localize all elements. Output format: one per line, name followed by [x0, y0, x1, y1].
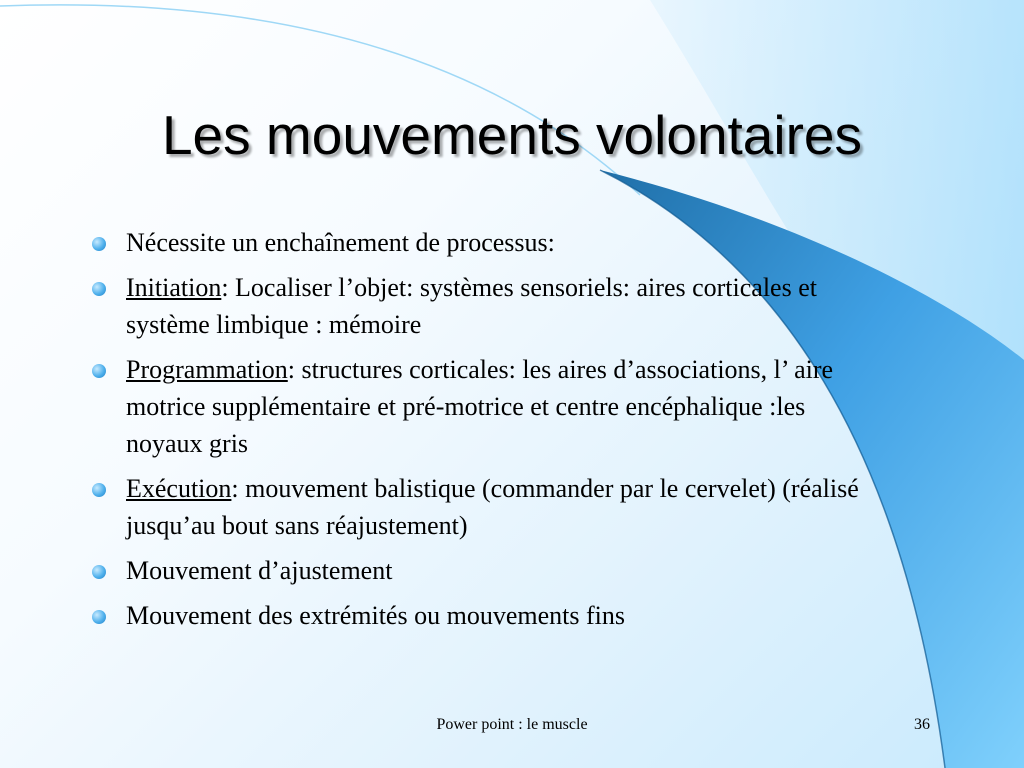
bullet-item — [92, 597, 872, 634]
bullet-dot-icon — [92, 610, 106, 624]
bullet-dot-icon — [92, 565, 106, 579]
bullet-text: : Localiser l’objet: systèmes sensoriels: aires corticales et système limbique : mémoire — [126, 273, 817, 339]
bullet-text: : mouvement balistique (commander par le cervelet) (réalisé jusqu’au bout sans réajustement) — [126, 474, 859, 540]
bullet-item — [92, 552, 872, 589]
slide-title: Les mouvements volontaires — [161, 104, 863, 166]
bullet-dot-icon — [92, 237, 106, 251]
bullet-text: Mouvement d’ajustement — [126, 556, 393, 585]
slide-number: 36 — [914, 716, 930, 733]
bullet-text: Mouvement des extrémités ou mouvements fins — [126, 601, 625, 630]
bullet-dot-icon — [92, 364, 106, 378]
bullet-term: Exécution — [126, 474, 232, 503]
bullet-item — [92, 269, 872, 343]
bullet-text: : structures corticales: les aires d’associations, l’ aire motrice supplémentaire et pré-motrice et centre encéphalique :les noyaux gris — [126, 355, 834, 458]
bullet-item — [92, 351, 872, 462]
bullet-list — [92, 224, 872, 642]
bullet-item — [92, 470, 872, 544]
bullet-item — [92, 224, 872, 261]
slide-footer: Power point : le muscle — [436, 716, 588, 733]
bullet-term: Programmation — [126, 355, 288, 384]
bullet-dot-icon — [92, 483, 106, 497]
bullet-dot-icon — [92, 282, 106, 296]
bullet-text: Nécessite un enchaînement de processus: — [126, 228, 555, 257]
bullet-term: Initiation — [126, 273, 222, 302]
